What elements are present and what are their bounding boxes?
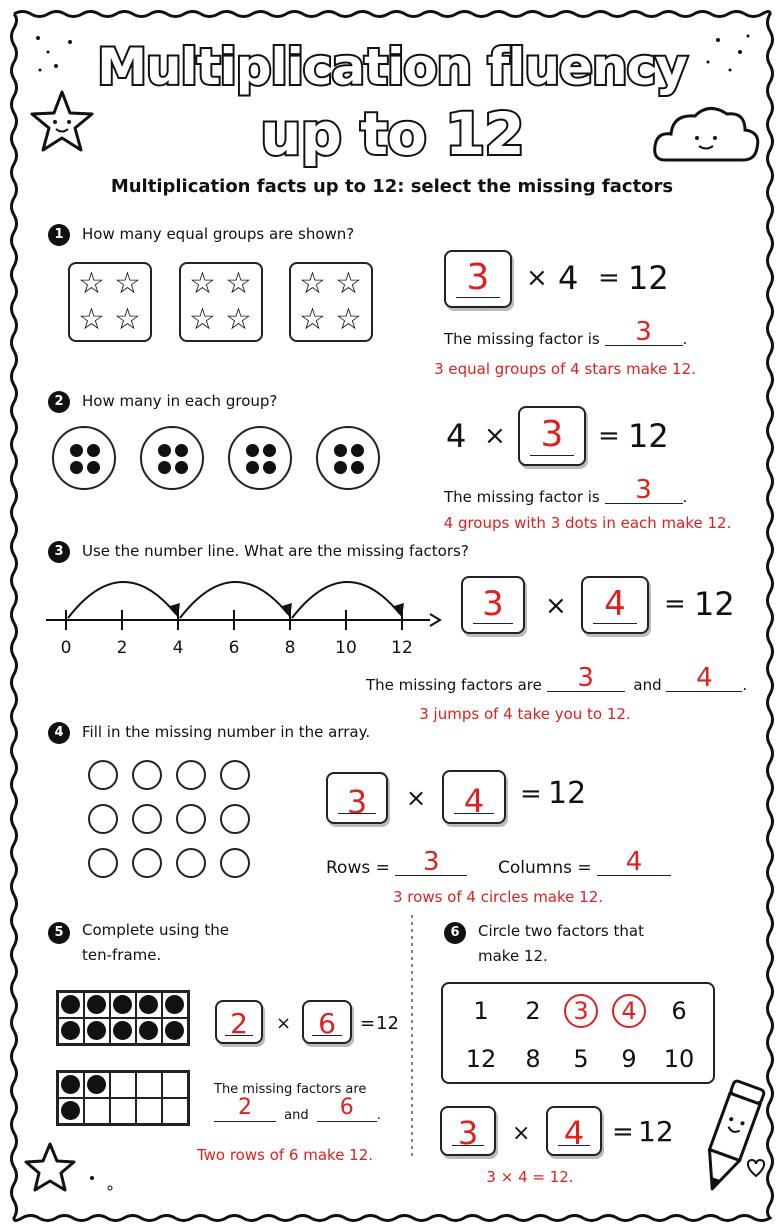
explanation: Two rows of 6 make 12.: [196, 1146, 374, 1164]
explanation: 3 rows of 4 circles make 12.: [393, 888, 603, 906]
tick-label: 2: [116, 638, 128, 658]
question-number: 1: [48, 224, 70, 246]
heart-doodle-icon: [748, 1160, 764, 1176]
missing-factor-sentence: The missing factor is 3 .: [444, 317, 688, 348]
equals-sign: =: [664, 589, 686, 619]
tick-label: 8: [284, 638, 296, 658]
answer-box[interactable]: 3: [444, 250, 512, 308]
factor-choice[interactable]: 5: [573, 1045, 589, 1073]
question-text: How many equal groups are shown?: [82, 225, 355, 243]
factor-choice[interactable]: 2: [525, 997, 541, 1025]
page-title: Multiplication fluency: [97, 38, 687, 96]
columns-sentence: Columns = 4: [498, 856, 671, 878]
dot: [263, 461, 276, 474]
array-circle: [132, 760, 162, 790]
times-sign: ×: [526, 263, 548, 293]
factor-choice[interactable]: 1: [473, 997, 489, 1025]
factor-choice[interactable]: 3: [564, 994, 598, 1028]
factor: 4: [446, 417, 467, 455]
array-circle: [88, 804, 118, 834]
array-circle: [176, 804, 206, 834]
tick-label: 0: [60, 638, 72, 658]
question-text: Use the number line. What are the missing factors?: [82, 542, 469, 560]
dot-group: [228, 426, 292, 490]
star-icon: ☆: [78, 266, 105, 301]
product: 12: [548, 776, 587, 811]
star-icon: ☆: [114, 266, 141, 301]
product: 12: [638, 1115, 674, 1148]
ten-frame-partial: [56, 1070, 190, 1126]
answer-box[interactable]: 4: [546, 1106, 602, 1156]
ten-frame-full: [56, 990, 190, 1046]
answer-box[interactable]: 3: [461, 576, 525, 634]
question-text: How many in each group?: [82, 392, 278, 410]
answer-box[interactable]: 2: [215, 1000, 263, 1044]
dot: [246, 461, 259, 474]
page-subtitle: Multiplication facts up to 12: select the missing factors: [110, 176, 674, 197]
array-circle: [176, 760, 206, 790]
dot: [334, 461, 347, 474]
dot: [263, 444, 276, 457]
missing-factor-sentence: The missing factor is 3 .: [444, 475, 688, 506]
page-title-line-2: up to 12: [260, 100, 524, 168]
answer-box[interactable]: 3: [440, 1106, 496, 1156]
equals-sign: =: [520, 779, 542, 809]
star-icon: ☆: [299, 266, 326, 301]
dot-group: [140, 426, 204, 490]
array-circle: [132, 804, 162, 834]
star-icon: ☆: [335, 302, 362, 337]
times-sign: ×: [276, 1013, 292, 1034]
question-number: 2: [48, 391, 70, 413]
equals-sign: =: [612, 1117, 634, 1147]
factor-choice[interactable]: 8: [525, 1045, 541, 1073]
equals-sign: =: [360, 1013, 376, 1034]
question-number: 3: [48, 541, 70, 563]
product: 12: [628, 259, 669, 297]
star-icon: ☆: [225, 266, 252, 301]
star-icon: ☆: [189, 266, 216, 301]
star-icon: ☆: [114, 302, 141, 337]
dot: [158, 444, 171, 457]
question-number: 6: [444, 922, 466, 944]
missing-factors-prompt: The missing factors are: [214, 1082, 367, 1097]
array-circle: [220, 804, 250, 834]
product: 12: [694, 585, 735, 623]
star-icon: ☆: [225, 302, 252, 337]
times-sign: ×: [406, 784, 427, 812]
dot: [351, 461, 364, 474]
dot-group: [316, 426, 380, 490]
star-icon: ☆: [299, 302, 326, 337]
times-sign: ×: [484, 421, 506, 451]
array-circle: [220, 848, 250, 878]
dot: [351, 444, 364, 457]
question-number: 4: [48, 722, 70, 744]
question-text-line-2: make 12.: [478, 947, 548, 965]
tick-label: 4: [172, 638, 184, 658]
tick-label: 6: [228, 638, 240, 658]
array-circle: [176, 848, 206, 878]
factor-choice[interactable]: 10: [663, 1045, 695, 1073]
dot: [70, 461, 83, 474]
factor-choice[interactable]: 6: [671, 997, 687, 1025]
explanation: 4 groups with 3 dots in each make 12.: [443, 514, 732, 532]
question-text: Fill in the missing number in the array.: [82, 723, 371, 741]
tick-label: 10: [335, 638, 357, 658]
pencil-doodle-icon: [697, 1080, 765, 1194]
dot-group: [52, 426, 116, 490]
star-icon: ☆: [189, 302, 216, 337]
equals-sign: =: [598, 263, 620, 293]
missing-factors-sentence: The missing factors are 3 and 4 .: [366, 663, 748, 694]
array-circle: [132, 848, 162, 878]
times-sign: ×: [545, 591, 567, 621]
star-icon: ☆: [78, 302, 105, 337]
explanation: 3 × 4 = 12.: [486, 1168, 574, 1186]
tick-label: 12: [391, 638, 413, 658]
answer-box[interactable]: 3: [326, 772, 388, 824]
dot: [175, 461, 188, 474]
answer-box[interactable]: 4: [581, 576, 649, 634]
factor: 4: [558, 259, 579, 297]
dot: [158, 461, 171, 474]
missing-factors-blanks: 2 and 6 .: [214, 1104, 381, 1123]
number-line: [46, 582, 440, 630]
rows-sentence: Rows = 3: [326, 856, 467, 878]
question-text-line-2: ten-frame.: [82, 946, 162, 964]
equals-sign: =: [598, 421, 620, 451]
question-number: 5: [48, 922, 70, 944]
answer-box[interactable]: 3: [518, 406, 586, 466]
array-circle: [88, 760, 118, 790]
dot: [87, 444, 100, 457]
factor-choice[interactable]: 9: [621, 1045, 637, 1073]
dot: [246, 444, 259, 457]
factor-choice[interactable]: 4: [612, 994, 646, 1028]
explanation: 3 jumps of 4 take you to 12.: [419, 705, 631, 723]
array-circle: [220, 760, 250, 790]
dot: [70, 444, 83, 457]
array-circle: [88, 848, 118, 878]
dot: [334, 444, 347, 457]
answer-box[interactable]: 6: [302, 1000, 352, 1044]
product: 12: [628, 417, 669, 455]
question-text: Circle two factors that: [478, 922, 644, 940]
explanation: 3 equal groups of 4 stars make 12.: [434, 360, 696, 378]
dot: [175, 444, 188, 457]
star-doodle-icon: [26, 1144, 74, 1190]
answer-box[interactable]: 4: [442, 770, 506, 824]
question-text: Complete using the: [82, 921, 229, 939]
star-icon: ☆: [335, 266, 362, 301]
times-sign: ×: [512, 1121, 531, 1146]
product: 12: [376, 1013, 399, 1034]
factor-choice[interactable]: 12: [465, 1045, 497, 1073]
dot: [87, 461, 100, 474]
